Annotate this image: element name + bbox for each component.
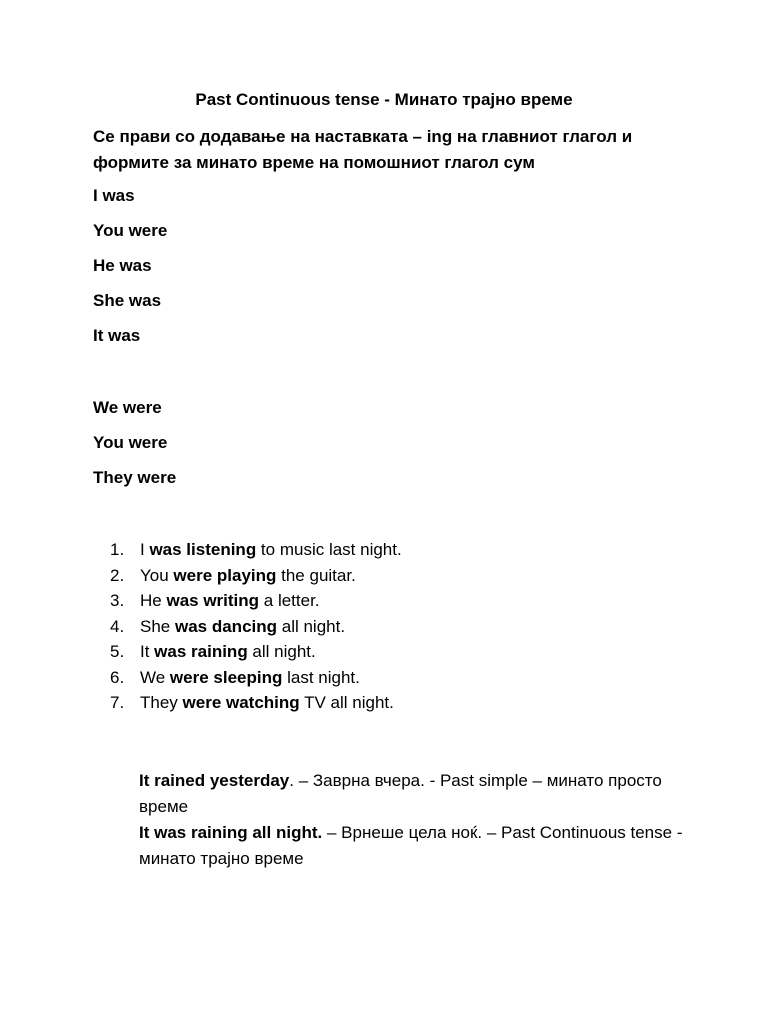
example-verb: was listening [149, 540, 257, 559]
example-subject: You [140, 565, 174, 585]
example-rest: a letter. [259, 591, 320, 610]
list-number: 2. [110, 565, 125, 585]
example-subject: They [140, 693, 183, 712]
example-rest: all night. [277, 616, 346, 636]
example-verb: was writing [166, 591, 260, 610]
page-title: Past Continuous tense - Минато трајно време [195, 90, 573, 109]
example-subject: We [140, 667, 170, 687]
list-number: 5. [110, 642, 125, 661]
example-rest: the guitar. [276, 565, 356, 585]
example-rest: last night. [282, 667, 360, 687]
note-sentence: It was raining all night. [139, 823, 323, 842]
pronoun-line: You were [93, 433, 168, 452]
example-verb: were playing [173, 565, 277, 585]
note-sentence: It rained yesterday [139, 771, 290, 790]
list-item [110, 641, 402, 667]
list-number: 4. [110, 616, 125, 636]
pronoun-line: You were [93, 221, 168, 240]
example-verb: was dancing [174, 616, 278, 636]
example-list [110, 539, 402, 718]
example-subject: I [140, 540, 150, 559]
example-verb: were watching [182, 693, 300, 712]
example-subject: It [140, 642, 155, 661]
list-item [110, 539, 402, 565]
note-paragraph [139, 768, 699, 820]
example-subject: He [140, 591, 167, 610]
pronoun-line: I was [93, 186, 135, 205]
list-item [110, 616, 402, 642]
note-paragraph [139, 820, 699, 872]
note-translation: – Врнеше цела ноќ. – Past Continuous tense - минато трајно време [139, 823, 683, 868]
example-rest: TV all night. [299, 693, 394, 712]
pronoun-line: They were [93, 468, 177, 487]
list-number: 3. [110, 591, 125, 610]
example-rest: all night. [247, 642, 316, 661]
note-translation: . – Заврна вчера. - Past simple – минато просто време [139, 771, 662, 816]
pronoun-line: She was [93, 291, 162, 310]
pronoun-line: We were [93, 398, 162, 417]
list-item [110, 692, 402, 718]
list-number: 1. [110, 540, 125, 559]
example-verb: were sleeping [169, 667, 283, 687]
list-item [110, 565, 402, 591]
example-subject: She [140, 616, 175, 636]
intro-paragraph: Се прави со додавање на наставката – ing на главниот глагол и формите за минато време на помошниот глагол сум [93, 127, 633, 172]
pronoun-line: He was [93, 256, 152, 275]
list-item [110, 667, 402, 693]
list-number: 7. [110, 693, 125, 712]
example-rest: to music last night. [256, 540, 402, 559]
list-number: 6. [110, 667, 125, 687]
example-verb: was raining [154, 642, 248, 661]
list-item [110, 590, 402, 616]
pronoun-line: It was [93, 326, 141, 345]
